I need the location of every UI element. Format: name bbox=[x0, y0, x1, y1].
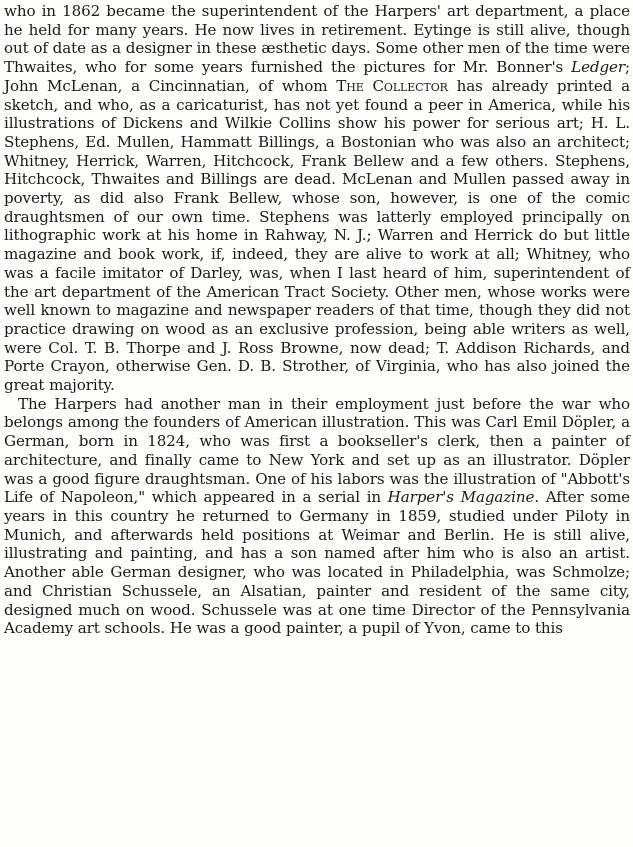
paragraph-1-segment: who in 1862 became the superintendent of the Harpers' art department, a place he held for many years. He now lives in retirement. Eytinge is still alive, though out of date as a designer in these æsthetic days. Some other men of the time were Thwaites, who for some years furnished the pictures for Mr. Bonner's bbox=[4, 2, 630, 77]
paragraph-2-segment: After some years in this country he returned to Germany in 1859, studied under Piloty in Munich, and afterwards held positions at Weimar and Berlin. He is still alive, illustrating and painting, and has a son named after him who is also an artist. Another able German designer, who was located in Philadelphia, was Schmolze; and Christian Schussele, an Alsatian, painter and resident of the same city, designed much on wood. Schussele was at one time Director of the Pennsylvania Academy art schools. He was a good painter, a pupil of Yvon, came to this bbox=[4, 488, 631, 638]
paragraph-1-segment: ; John McLenan, a Cincinnatian, of whom bbox=[4, 58, 630, 95]
ledger-italic: Ledger bbox=[571, 58, 625, 77]
page-cutoff bbox=[0, 838, 633, 847]
paragraph-2-segment: The Harpers had another man in their employment just before the war who belongs among the founders of American illustration. This was Carl Emil Döpler, a German, born in 1824, who was first a bookseller's clerk, then a painter of architecture, and finally came to New York and set up as an illustrator. Döpler was a good figure draughtsman. One of his labors was the illustration of "Abbott's Life of Napoleon," which appeared in a serial in bbox=[4, 394, 630, 507]
paragraph-1 bbox=[4, 2, 630, 395]
body-text bbox=[4, 2, 630, 638]
paragraph-2 bbox=[4, 395, 630, 638]
harpers-magazine-italic: Harper's Magazine. bbox=[387, 488, 540, 507]
the-collector-smallcaps: The Collector bbox=[336, 76, 448, 95]
paragraph-1-segment: has already printed a sketch, and who, as a caricaturist, has not yet found a peer in America, while his illustrations of Dickens and Wilkie Collins show his power for serious art; H. L. Stephens, Ed. Mullen, Hammatt Billings, a Bostonian who was also an architect; Whitney, Herrick, Warren, Hitchcock, Frank Bellew and a few others. Stephens, Hitchcock, Thwaites and Billings are dead. McLenan and Mullen passed away in poverty, as did also Frank Bellew, whose son, however, is one of the comic draughtsmen of our own time. Stephens was latterly employed principally on lithographic work at his home in Rahway, N. J.; Warren and Herrick do but little magazine and book work, if, indeed, they are alive to work at all; Whitney, who was a facile imitator of Darley, was, when I last heard of him, superintendent of the art department of the American Tract Society. Other men, whose works were well known to magazine and newspaper readers of that time, though they did not practice drawing on wood as an exclusive profession, being able writers as well, were Col. T. B. Thorpe and J. Ross Browne, now dead; T. Addison Richards, and Porte Crayon, otherwise Gen. D. B. Strother, of Virginia, who has also joined the great majority. bbox=[4, 76, 630, 395]
